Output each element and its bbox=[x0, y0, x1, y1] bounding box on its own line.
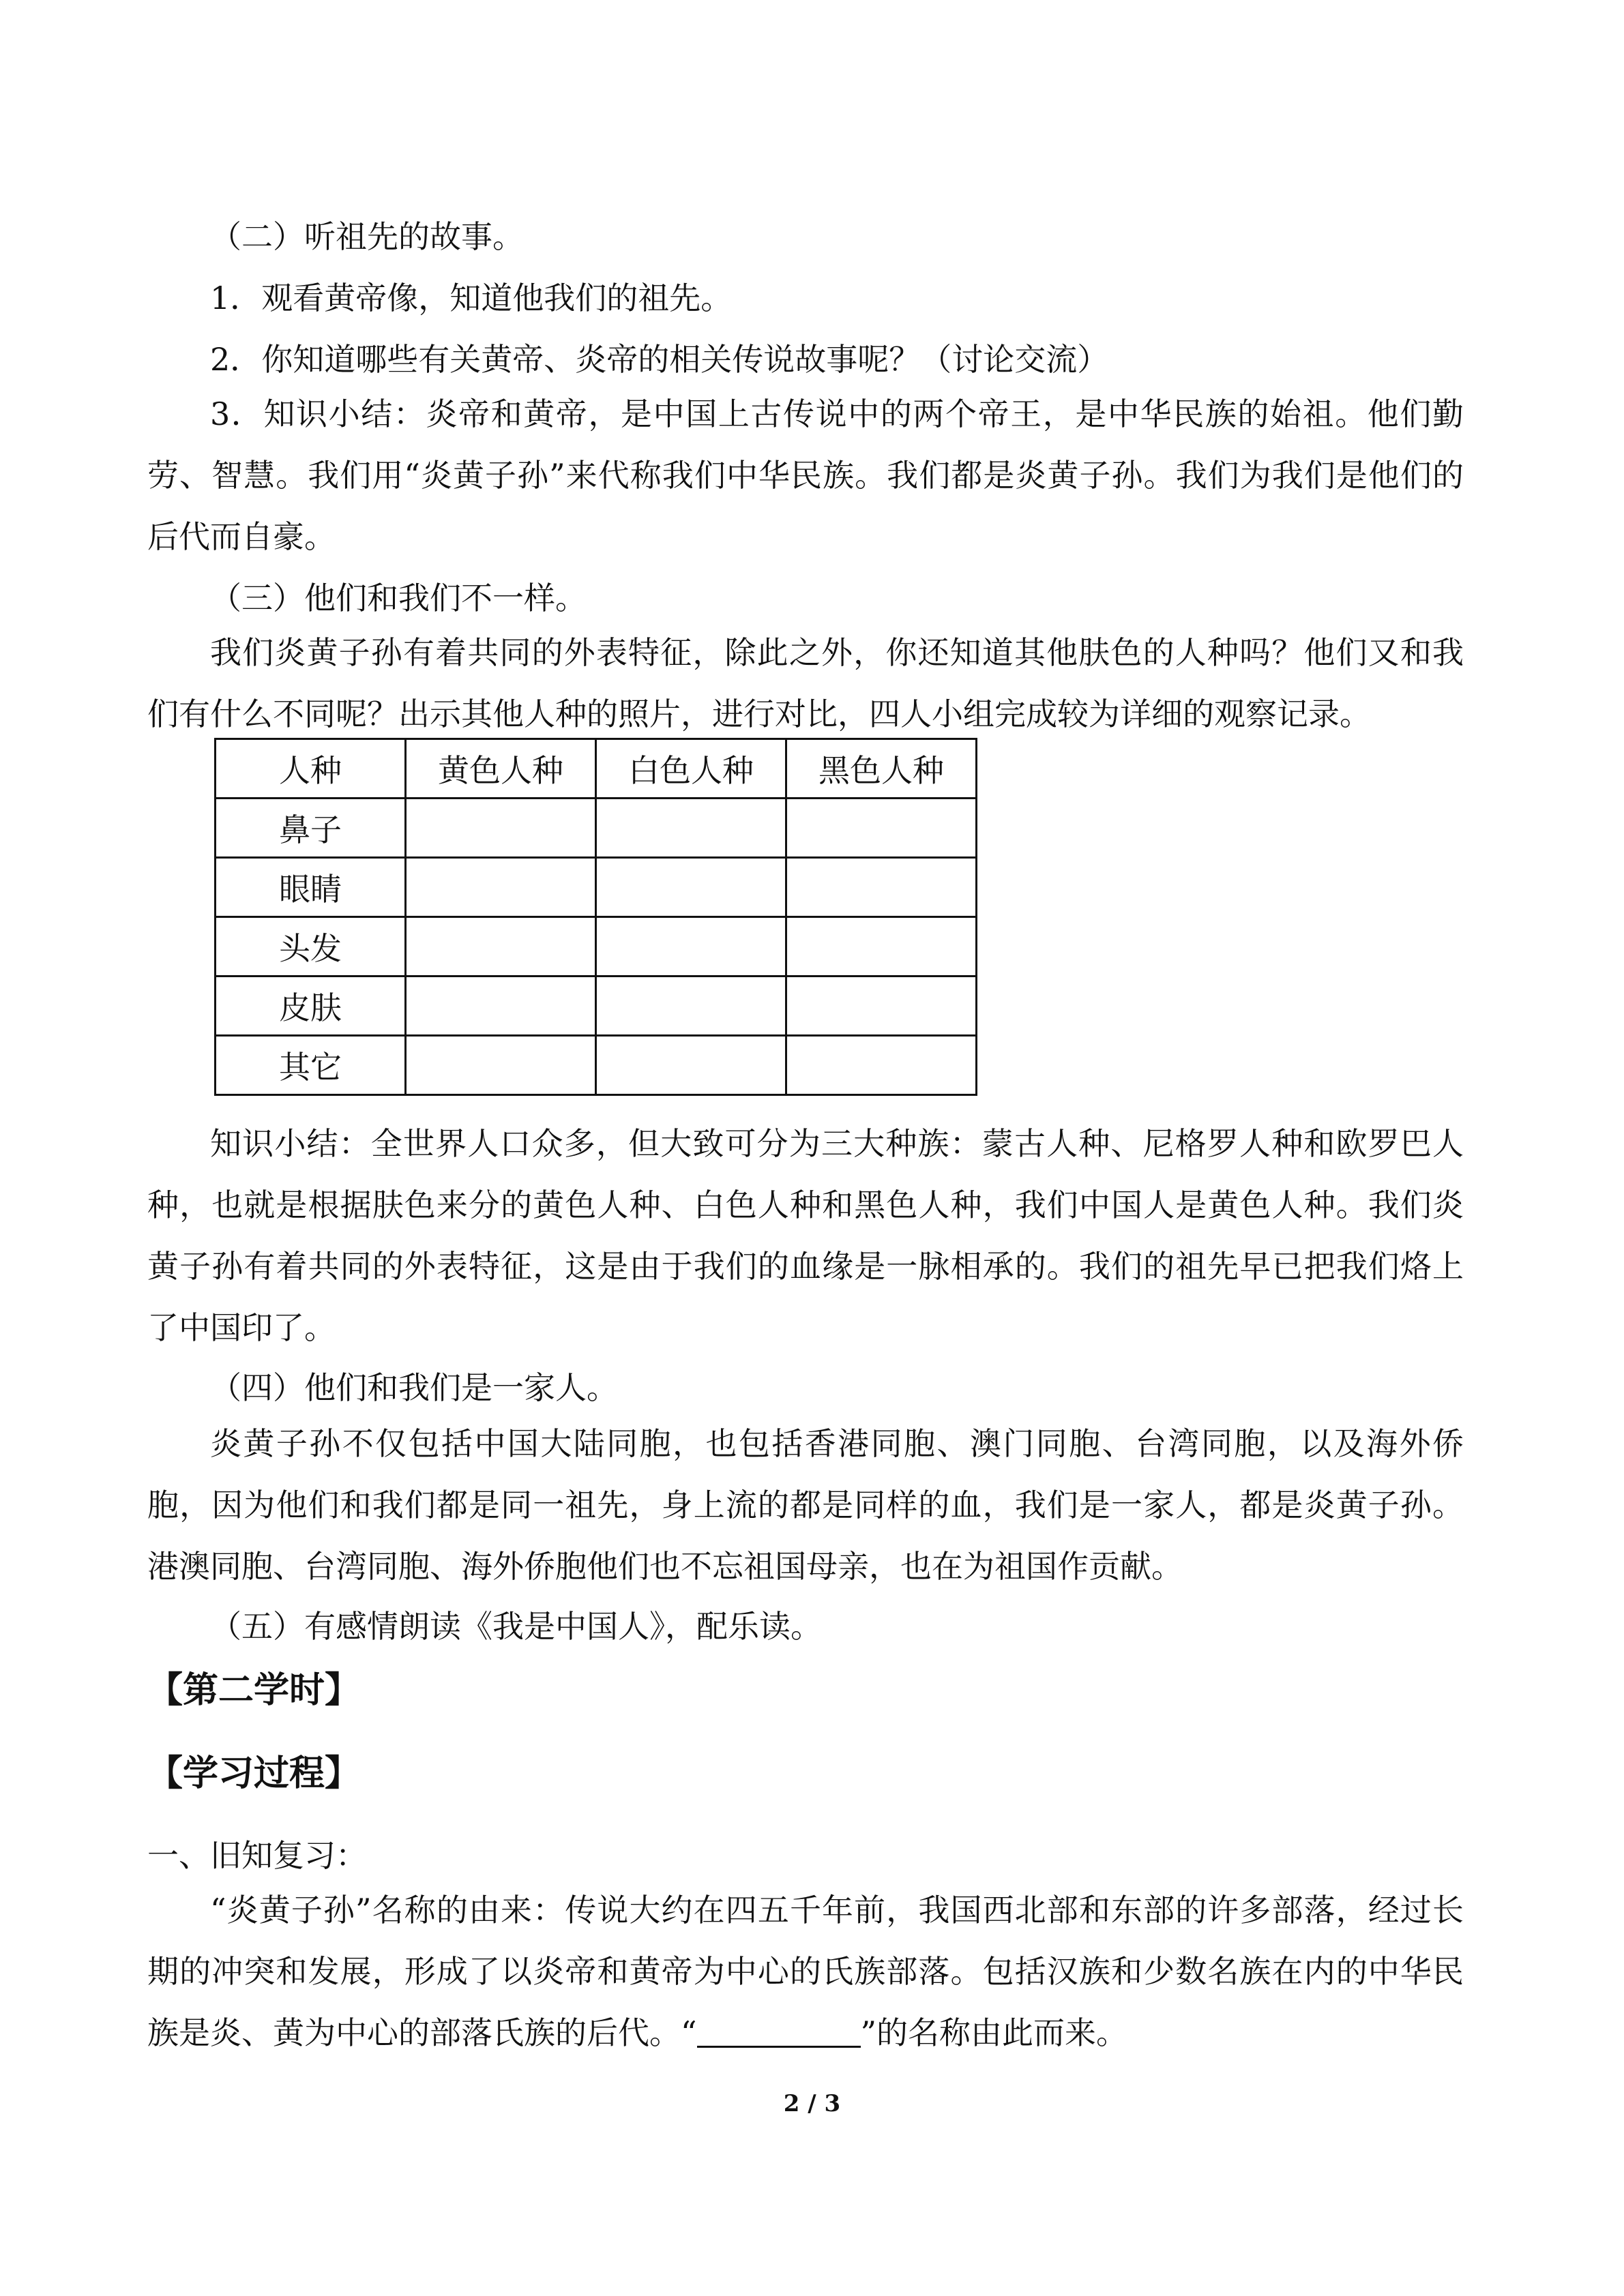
section-5-title: （五）有感情朗读《我是中国人》，配乐读。 bbox=[210, 1608, 822, 1645]
heading-learning-process: 【学习过程】 bbox=[147, 1753, 361, 1794]
page-number: 2 / 3 bbox=[783, 2090, 841, 2117]
table-row bbox=[216, 976, 977, 1036]
section-3-intro: 我们炎黄子孙有着共同的外表特征，除此之外，你还知道其他肤色的人种吗？他们又和我们有什么不同呢？出示其他人种的照片，进行对比，四人小组完成较为详细的观察记录。 bbox=[147, 634, 1464, 732]
section-3-title: （三）他们和我们不一样。 bbox=[210, 580, 587, 616]
table-cell bbox=[406, 917, 596, 976]
table-row-label: 皮肤 bbox=[216, 976, 406, 1036]
table-cell bbox=[786, 976, 977, 1036]
table-cell bbox=[786, 799, 977, 858]
table-cell bbox=[596, 1036, 786, 1095]
table-header-cell: 白色人种 bbox=[596, 739, 786, 799]
table-row-label: 眼睛 bbox=[216, 858, 406, 917]
review-title: 一、旧知复习： bbox=[147, 1837, 367, 1874]
review-text-before: “炎黄子孙”名称的由来：传说大约在四五千年前，我国西北部和东部的许多部落，经过长期的冲突和发展，形成了以炎帝和黄帝为中心的氏族部落。包括汉族和少数名族在内的中华民族是炎、黄为中心的部落氏族的后代。“ bbox=[147, 1892, 1464, 2051]
table-row-label: 其它 bbox=[216, 1036, 406, 1095]
section-3-summary: 知识小结：全世界人口众多，但大致可分为三大种族：蒙古人种、尼格罗人种和欧罗巴人种，也就是根据肤色来分的黄色人种、白色人种和黑色人种，我们中国人是黄色人种。我们炎黄子孙有着共同的外表特征，这是由于我们的血缘是一脉相承的。我们的祖先早已把我们烙上了中国印了。 bbox=[147, 1125, 1464, 1346]
fill-in-blank[interactable] bbox=[697, 2010, 861, 2048]
review-text-after: ”的名称由此而来。 bbox=[860, 2014, 1128, 2051]
table-cell bbox=[596, 858, 786, 917]
section-2-title: （二）听祖先的故事。 bbox=[210, 218, 524, 255]
section-4-title: （四）他们和我们是一家人。 bbox=[210, 1369, 618, 1406]
section-2-item-1: 1．观看黄帝像，知道他我们的祖先。 bbox=[210, 280, 733, 316]
table-cell bbox=[786, 917, 977, 976]
table-row-label: 头发 bbox=[216, 917, 406, 976]
observation-table bbox=[214, 738, 977, 1096]
section-4-text: 炎黄子孙不仅包括中国大陆同胞，也包括香港同胞、澳门同胞、台湾同胞，以及海外侨胞，因为他们和我们都是同一祖先，身上流的都是同样的血，我们是一家人，都是炎黄子孙。港澳同胞、台湾同胞、海外侨胞他们也不忘祖国母亲，也在为祖国作贡献。 bbox=[147, 1425, 1464, 1585]
section-2-item-2: 2．你知道哪些有关黄帝、炎帝的相关传说故事呢？（讨论交流） bbox=[210, 341, 1109, 378]
table-cell bbox=[596, 976, 786, 1036]
table-cell bbox=[596, 799, 786, 858]
table-header-cell: 黑色人种 bbox=[786, 739, 977, 799]
table-row bbox=[216, 799, 977, 858]
table-header-row bbox=[216, 739, 977, 799]
table-cell bbox=[406, 976, 596, 1036]
table-row bbox=[216, 858, 977, 917]
table-row bbox=[216, 917, 977, 976]
table-cell bbox=[406, 1036, 596, 1095]
table-row bbox=[216, 1036, 977, 1095]
section-2-item-3: 3．知识小结：炎帝和黄帝，是中国上古传说中的两个帝王，是中华民族的始祖。他们勤劳、智慧。我们用“炎黄子孙”来代称我们中华民族。我们都是炎黄子孙。我们为我们是他们的后代而自豪。 bbox=[147, 396, 1464, 555]
table-header-cell: 人种 bbox=[216, 739, 406, 799]
table-cell bbox=[406, 799, 596, 858]
table-header-cell: 黄色人种 bbox=[406, 739, 596, 799]
review-text bbox=[147, 1879, 1464, 2063]
table-cell bbox=[406, 858, 596, 917]
table-cell bbox=[786, 1036, 977, 1095]
heading-lesson-2: 【第二学时】 bbox=[147, 1669, 361, 1711]
table-cell bbox=[596, 917, 786, 976]
table-cell bbox=[786, 858, 977, 917]
table-row-label: 鼻子 bbox=[216, 799, 406, 858]
